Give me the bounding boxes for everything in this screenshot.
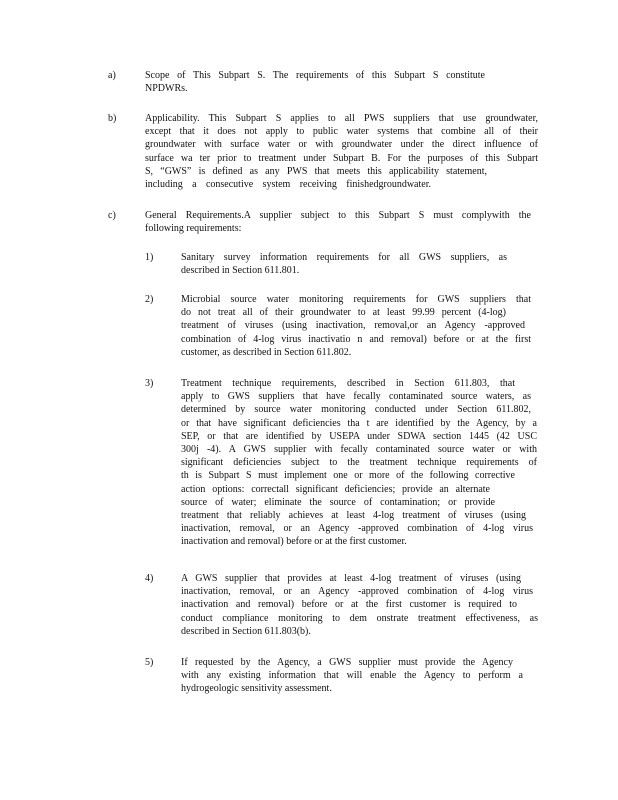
text-line: action options: correctall significant deficiencies; provide an alternate (181, 483, 490, 495)
section-marker: c) (108, 210, 116, 221)
subitem-text (181, 656, 523, 696)
text-line: treatment that reliably achieves at least 4-log treatment of viruses (using (181, 510, 526, 522)
text-line: Sanitary survey information requirements for all GWS suppliers, as (181, 252, 507, 263)
text-line: source of water; eliminate the source of contamination; or provide (181, 496, 495, 508)
section-marker: a) (108, 70, 116, 81)
text-line: combination of 4-log virus inactivatio n and removal) before or at the first (181, 333, 531, 345)
text-line: inactivation, removal, or an Agency -approved combination of 4-log virus (181, 523, 533, 535)
text-line: including a consecutive system receiving finishedgroundwater. (145, 179, 431, 191)
text-line: apply to GWS suppliers that have fecally contaminated source waters, as (181, 391, 531, 403)
text-line: S, “GWS” is defined as any PWS that meets this applicability statement, (145, 165, 487, 177)
subitem-marker: 5) (145, 657, 154, 668)
text-line: significant deficiencies subject to the treatment technique requirements of (181, 457, 537, 469)
section-text (145, 69, 485, 95)
subitem-text (181, 251, 507, 277)
section-text (145, 112, 538, 191)
subitem-marker: 4) (145, 573, 154, 584)
subitem-text (181, 377, 537, 549)
text-line: with any existing information that will enable the Agency to perform a (181, 670, 523, 682)
section-text (145, 209, 531, 235)
text-line: hydrogeologic sensitivity assessment. (181, 683, 332, 695)
subitem-text (181, 293, 531, 359)
text-line: Microbial source water monitoring requirements for GWS suppliers that (181, 294, 531, 305)
section-marker: b) (108, 113, 117, 124)
text-line: following requirements: (145, 223, 242, 235)
text-line: inactivation and removal) before or at the first customer is required to (181, 599, 517, 611)
text-line: surface wa ter prior to treatment under Subpart B. For the purposes of this Subpart (145, 152, 538, 164)
text-line: groundwater with surface water or with groundwater under the direct influence of (145, 139, 538, 151)
text-line: conduct compliance monitoring to dem onstrate treatment effectiveness, as (181, 612, 538, 624)
text-line: Treatment technique requirements, described in Section 611.803, that (181, 378, 515, 389)
subitem-marker: 1) (145, 252, 154, 263)
subitem-marker: 2) (145, 294, 154, 305)
text-line: inactivation, removal, or an Agency -approved combination of 4-log virus (181, 586, 533, 598)
text-line: Scope of This Subpart S. The requirements of this Subpart S constitute (145, 70, 485, 81)
text-line: described in Section 611.801. (181, 265, 300, 277)
text-line: treatment of viruses (using inactivation, removal,or an Agency -approved (181, 320, 525, 332)
text-line: NPDWRs. (145, 83, 188, 95)
text-line: Applicability. This Subpart S applies to all PWS suppliers that use groundwater, (145, 113, 538, 124)
text-line: determined by source water monitoring conducted under Section 611.802, (181, 404, 531, 416)
text-line: customer, as described in Section 611.802. (181, 346, 352, 358)
text-line: SEP, or that are identified by USEPA under SDWA section 1445 (42 USC (181, 430, 537, 442)
text-line: do not treat all of their groundwater to at least 99.99 percent (4-log) (181, 307, 506, 319)
text-line: General Requirements.A supplier subject to this Subpart S must complywith the (145, 210, 531, 221)
text-line: A GWS supplier that provides at least 4-log treatment of viruses (using (181, 573, 521, 584)
text-line: or that have significant deficiencies tha t are identified by the Agency, by a (181, 417, 537, 429)
text-line: inactivation and removal) before or at the first customer. (181, 536, 407, 548)
text-line: th is Subpart S must implement one or more of the following corrective (181, 470, 515, 482)
text-line: 300j -4). A GWS supplier with fecally contaminated source water or with (181, 444, 537, 456)
text-line: described in Section 611.803(b). (181, 625, 311, 637)
text-line: except that it does not apply to public water systems that combine all of their (145, 126, 538, 138)
text-line: If requested by the Agency, a GWS supplier must provide the Agency (181, 657, 513, 668)
subitem-marker: 3) (145, 378, 154, 389)
subitem-text (181, 572, 538, 638)
